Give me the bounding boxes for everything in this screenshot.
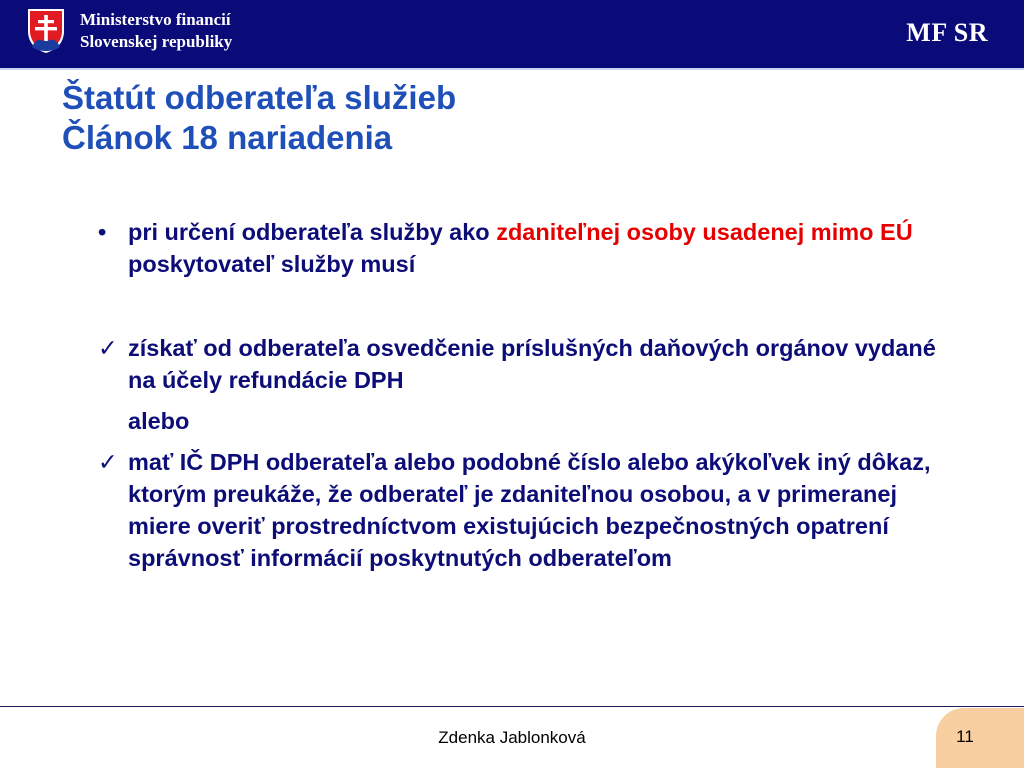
brand-label: MF SR (906, 18, 988, 47)
ministry-name (80, 9, 232, 53)
checkmark-icon: ✓ (98, 449, 118, 475)
bullet-item-1 (98, 216, 958, 280)
bullet-dot-icon: • (98, 219, 107, 245)
bullet-1-text-end: poskytovateľ služby musí (128, 251, 416, 277)
check-item-2-text: mať IČ DPH odberateľa alebo podobné číslo alebo akýkoľvek iný dôkaz, ktorým preukáže, že odberateľ je zdaniteľnou osobou, a v primeranej miere overiť prostredníctvom existujúcich bezpečnostných opatrení správnosť informácií poskytnutých odberateľom (128, 449, 931, 571)
check-item-1-text: získať od odberateľa osvedčenie príslušných daňových orgánov vydané na účely refundácie DPH (128, 335, 936, 393)
ministry-line-2: Slovenskej republiky (80, 32, 233, 51)
bullet-1-highlight: zdaniteľnej osoby usadenej mimo EÚ (496, 219, 913, 245)
header-divider (0, 68, 1024, 70)
alebo-text: alebo (128, 408, 190, 434)
checkmark-icon: ✓ (98, 335, 118, 361)
slide-title-line-1: Štatút odberateľa služieb (62, 79, 457, 116)
ministry-line-1: Ministerstvo financií (80, 10, 231, 29)
slide-content (98, 216, 958, 574)
slovak-coat-of-arms-icon (26, 7, 66, 55)
check-item-1 (98, 332, 958, 396)
footer-divider (0, 706, 1024, 707)
check-item-2 (98, 446, 958, 574)
bullet-1-text-start: pri určení odberateľa služby ako (128, 219, 497, 245)
header-bar (0, 0, 1024, 68)
footer-author: Zdenka Jablonková (438, 728, 586, 747)
slide-title (62, 78, 456, 158)
page-number: 11 (956, 727, 974, 746)
slide-title-line-2: Článok 18 nariadenia (62, 119, 393, 156)
